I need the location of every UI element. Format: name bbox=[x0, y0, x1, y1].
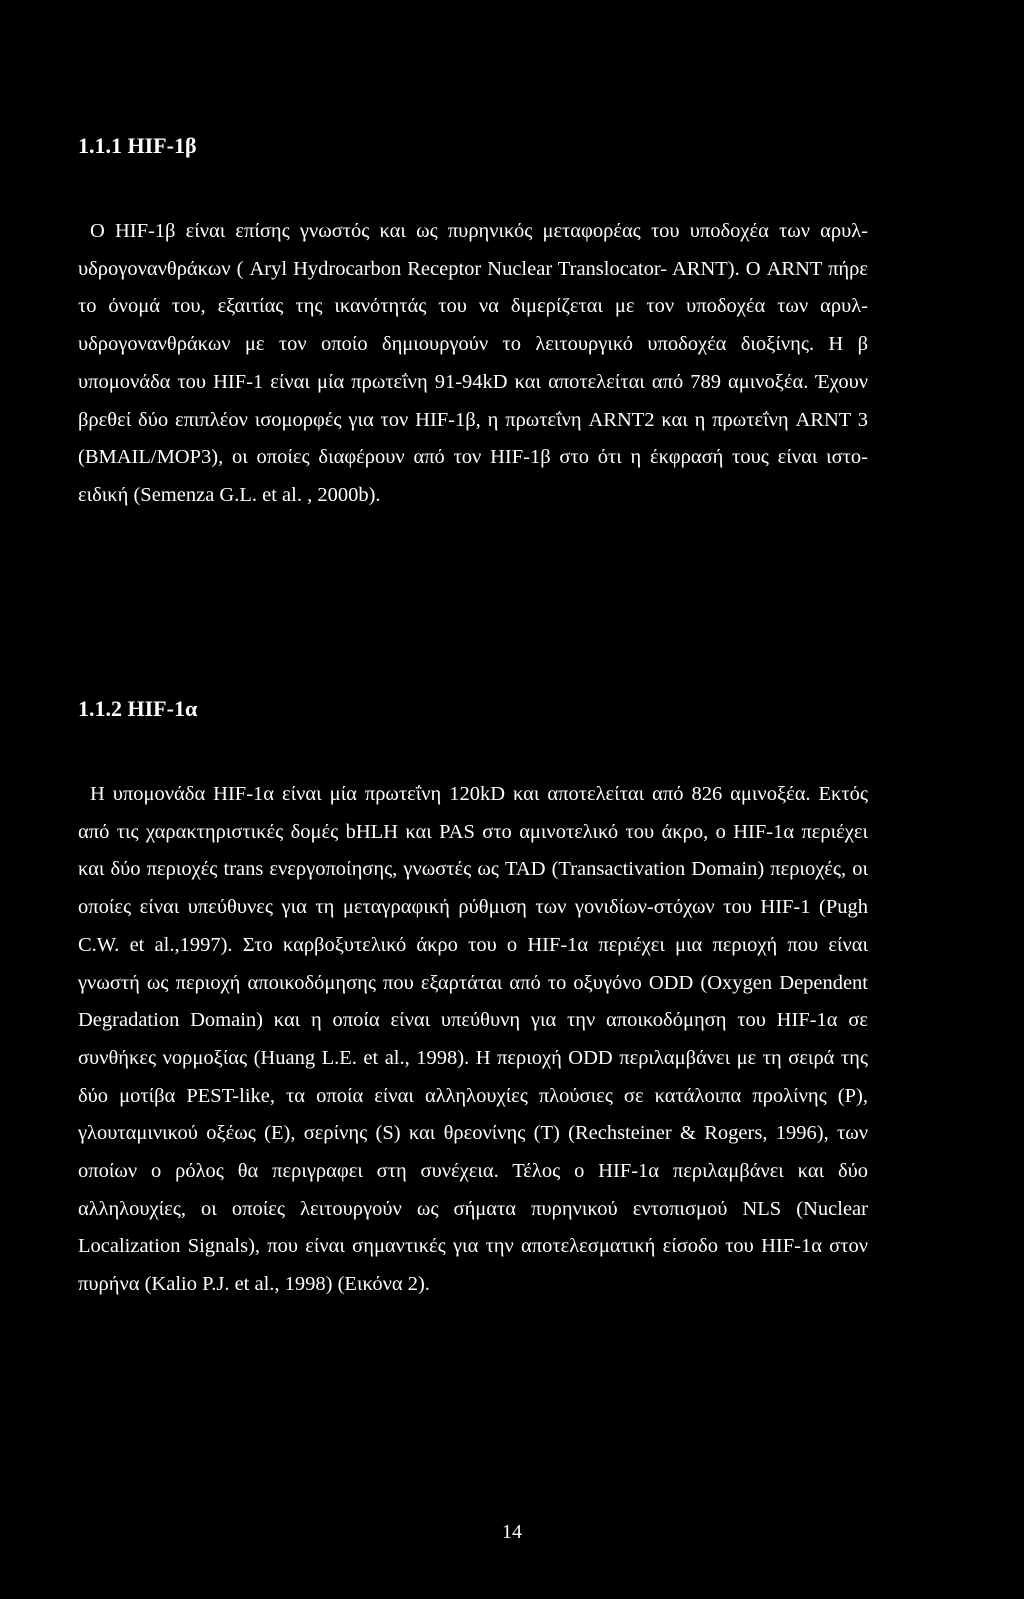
section-paragraph-hif-1a: Η υπομονάδα HIF-1α είναι μία πρωτεΐνη 120kD και αποτελείται από 826 αμινοξέα. Εκτός από τις χαρακτηριστικές δομές bHLH και PAS στο αμινοτελικό του άκρο, ο HIF-1α περιέχει και δύο περιοχές trans ενεργοποίησης, γνωστές ως TAD (Transactivation Domain) περιοχές, οι οποίες είναι υπεύθυνες για τη μεταγραφική ρύθμιση των γονιδίων-στόχων του HIF-1 (Pugh C.W. et al.,1997). Στο καρβοξυτελικό άκρο του ο HIF-1α περιέχει μια περιοχή που είναι γνωστή ως περιοχή αποικοδόμησης που εξαρτάται από το οξυγόνο ODD (Oxygen Dependent Degradation Domain) και η οποία είναι υπεύθυνη για την αποικοδόμηση του HIF-1α σε συνθήκες νορμοξίας (Huang L.E. et al., 1998). Η περιοχή ODD περιλαμβάνει με τη σειρά της δύο μοτίβα PEST-like, τα οποία είναι αλληλουχίες πλούσιες σε κατάλοιπα προλίνης (P), γλουταμινικού οξέως (E), σερίνης (S) και θρεονίνης (T) (Rechsteiner & Rogers, 1996), των οποίων ο ρόλος θα περιγραφει στη συνέχεια. Τέλος ο HIF-1α περιλαμβάνει και δύο αλληλουχίες, οι οποίες λειτουργούν ως σήματα πυρηνικού εντοπισμού NLS (Nuclear Localization Signals), που είναι σημαντικές για την αποτελεσματική είσοδο του HIF-1α στον πυρήνα (Kalio P.J. et al., 1998) (Εικόνα 2). bbox=[78, 783, 868, 1296]
section-heading-hif-1a: 1.1.2 HIF-1α bbox=[78, 696, 198, 721]
section-heading-hif-1b: 1.1.1 HIF-1β bbox=[78, 133, 197, 158]
section-paragraph-hif-1b: Ο HIF-1β είναι επίσης γνωστός και ως πυρηνικός μεταφορέας του υποδοχέα των αρυλ-υδρογονανθράκων ( Aryl Hydrocarbon Receptor Nuclear Translocator- ARNT). Ο ARNT πήρε το όνομά του, εξαιτίας της ικανότητάς του να διμερίζεται με τον υποδοχέα των αρυλ-υδρογονανθράκων με τον οποίο δημιουργούν το λειτουργικό υποδοχέα διοξίνης. Η β υπομονάδα του HIF-1 είναι μία πρωτεΐνη 91-94kD και αποτελείται από 789 αμινοξέα. Έχουν βρεθεί δύο επιπλέον ισομορφές για τον HIF-1β, η πρωτεΐνη ARNT2 και η πρωτεΐνη ARNT 3 (BMAIL/MOP3), οι οποίες διαφέρουν από τον HIF-1β στο ότι η έκφρασή τους είναι ιστο-ειδική (Semenza G.L. et al. , 2000b). bbox=[78, 220, 868, 506]
page-number: 14 bbox=[502, 1521, 522, 1543]
